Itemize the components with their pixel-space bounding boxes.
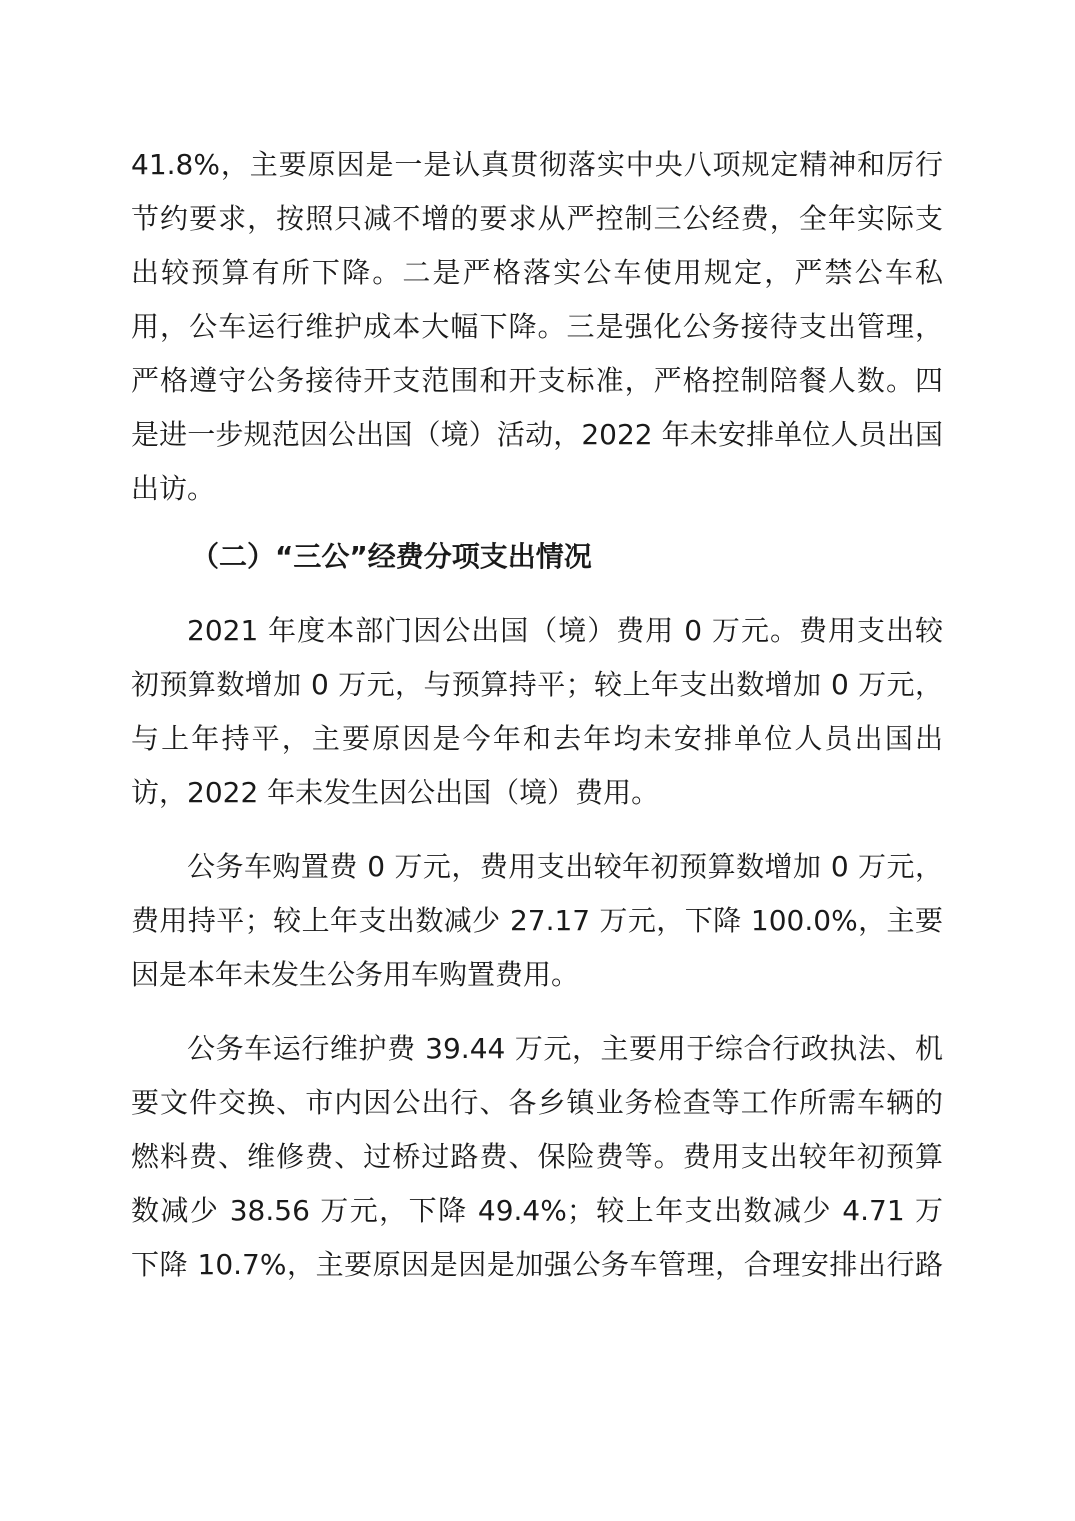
paragraph-vehicle-maintenance [131, 1022, 943, 1292]
text-line: 2021 年度本部门因公出国（境）费用 0 万元。费用支出较 [187, 614, 943, 647]
text-line: 公务车运行维护费 39.44 万元，主要用于综合行政执法、机 [187, 1032, 943, 1065]
text-line: 41.8%，主要原因是一是认真贯彻落实中央八项规定精神和厉行 [131, 148, 943, 181]
text-line: 节约要求，按照只减不增的要求从严控制三公经费，全年实际支 [131, 202, 943, 235]
text-line: 访，2022 年未发生因公出国（境）费用。 [131, 776, 660, 809]
text-line: 出较预算有所下降。二是严格落实公车使用规定，严禁公车私 [131, 256, 943, 289]
text-line: 用，公车运行维护成本大幅下降。三是强化公务接待支出管理， [131, 310, 943, 343]
section-heading: （二）“三公”经费分项支出情况 [191, 540, 592, 573]
text-line: 初预算数增加 0 万元，与预算持平；较上年支出数增加 0 万元， [131, 668, 943, 701]
text-line: 要文件交换、市内因公出行、各乡镇业务检查等工作所需车辆的 [131, 1086, 943, 1119]
text-line: 严格遵守公务接待开支范围和开支标准，严格控制陪餐人数。四 [131, 364, 943, 397]
text-line: 下降 10.7%，主要原因是因是加强公务车管理，合理安排出行路 [131, 1248, 943, 1281]
text-line: 数减少 38.56 万元，下降 49.4%；较上年支出数减少 4.71 万 [131, 1194, 943, 1227]
text-line: 因是本年未发生公务用车购置费用。 [131, 958, 580, 991]
text-line: 出访。 [131, 472, 216, 505]
text-line: 公务车购置费 0 万元，费用支出较年初预算数增加 0 万元， [187, 850, 943, 883]
paragraph-overseas-travel [131, 604, 943, 820]
text-line: 燃料费、维修费、过桥过路费、保险费等。费用支出较年初预算 [131, 1140, 943, 1173]
paragraph-vehicle-purchase [131, 840, 943, 1002]
text-line: 与上年持平，主要原因是今年和去年均未安排单位人员出国出 [131, 722, 943, 755]
paragraph-reasons [131, 138, 943, 516]
text-line: 费用持平；较上年支出数减少 27.17 万元，下降 100.0%，主要 [131, 904, 943, 937]
text-line: 是进一步规范因公出国（境）活动，2022 年未安排单位人员出国 [131, 418, 943, 451]
document-body [131, 138, 943, 1292]
